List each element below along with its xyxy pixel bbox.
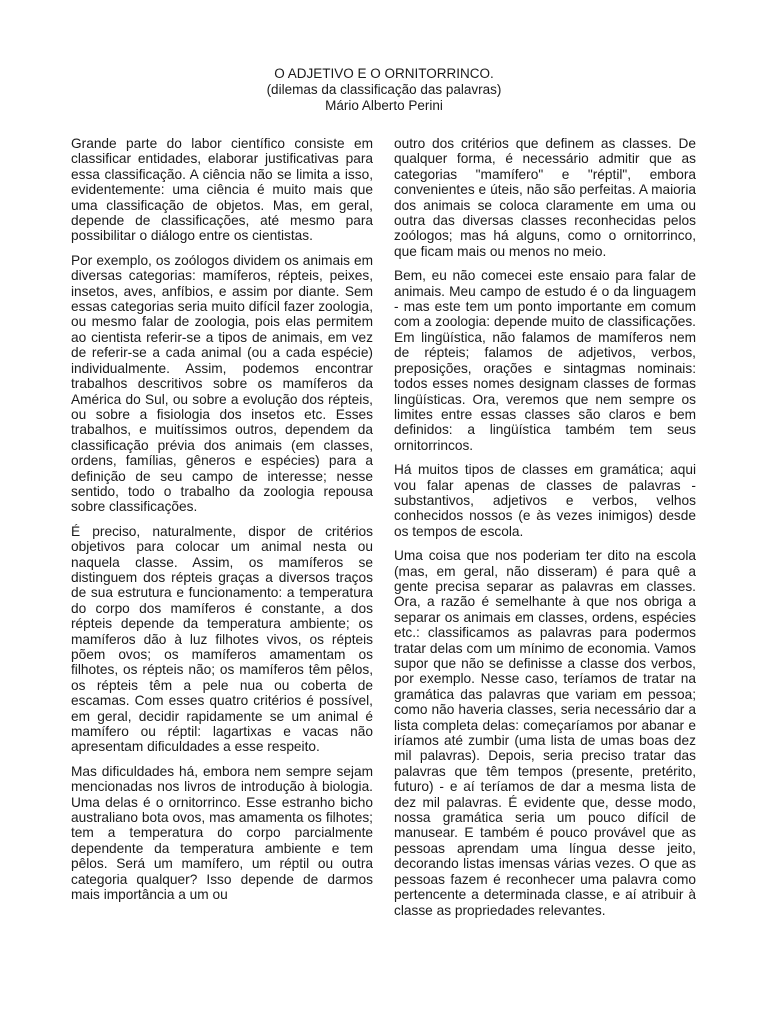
paragraph: Uma coisa que nos poderiam ter dito na escola (mas, em geral, não disseram) é para quê a gente precisa separar as palavras em classes. Ora, a razão é semelhante à que nos obriga a separar os animais em classes, ordens, espécies etc.: classificamos as palavras para podermos tratar delas com um mínimo de economia. Vamos supor que não se definisse a classe dos verbos, por exemplo. Nesse caso, teríamos de tratar na gramática das palavras que variam em pessoa; como não haveria classes, seria necessário dar a lista completa delas: começaríamos por abanar e iríamos até zumbir (uma lista de umas boas dez mil palavras). Depois, seria preciso tratar das palavras que têm tempos (presente, pretérito, futuro) - e aí teríamos de dar a mesma lista de dez mil palavras. É evidente que, desse modo, nossa gramática seria um pouco difícil de manusear. E também é pouco provável que as pessoas aprendam uma língua desse jeito, decorando listas imensas várias vezes. O que as pessoas fazem é reconhecer uma palavra como pertencente a determinada classe, e aí atribuir à classe as propriedades relevantes. — [394, 548, 696, 918]
left-column — [71, 136, 373, 912]
document-header — [0, 66, 768, 114]
paragraph: outro dos critérios que definem as classes. De qualquer forma, é necessário admitir que as categorias "mamífero" e "réptil", embora convenientes e úteis, não são perfeitas. A maioria dos animais se coloca claramente em uma ou outra das diversas classes reconhecidas pelos zoólogos; mas há alguns, como o ornitorrinco, que ficam mais ou menos no meio. — [394, 136, 696, 259]
document-subtitle: (dilemas da classificação das palavras) — [266, 82, 502, 97]
document-author: Mário Alberto Perini — [325, 98, 443, 113]
paragraph: Grande parte do labor científico consiste em classificar entidades, elaborar justificativas para essa classificação. A ciência não se limita a isso, evidentemente: uma ciência é muito mais que uma classificação de objetos. Mas, em geral, depende de classificações, até mesmo para possibilitar o diálogo entre os cientistas. — [71, 136, 373, 244]
paragraph: Mas dificuldades há, embora nem sempre sejam mencionadas nos livros de introdução à biologia. Uma delas é o ornitorrinco. Esse estranho bicho australiano bota ovos, mas amamenta os filhotes; tem a temperatura do corpo parcialmente dependente da temperatura ambiente e tem pêlos. Será um mamífero, um réptil ou outra categoria qualquer? Isso depende de darmos mais importância a um ou — [71, 763, 373, 903]
paragraph: É preciso, naturalmente, dispor de critérios objetivos para colocar um animal nesta ou naquela classe. Assim, os mamíferos se distinguem dos répteis graças a diversos traços de sua estrutura e funcionamento: a temperatura do corpo dos mamíferos é constante, a dos répteis depende da temperatura ambiente; os mamíferos dão à luz filhotes vivos, os répteis põem ovos; os mamíferos amamentam os filhotes, os répteis não; os mamíferos têm pêlos, os répteis têm a pele nua ou coberta de escamas. Com esses quatro critérios é possível, em geral, decidir rapidamente se um animal é mamífero ou réptil: lagartixas e vacas não apresentam dificuldades a esse respeito. — [71, 523, 373, 755]
paragraph: Por exemplo, os zoólogos dividem os animais em diversas categorias: mamíferos, répteis, peixes, insetos, aves, anfíbios, e assim por diante. Sem essas categorias seria muito difícil fazer zoologia, ou mesmo falar de zoologia, pois elas permitem ao cientista referir-se a tipos de animais, em vez de referir-se a cada animal (ou a cada espécie) individualmente. Assim, podemos encontrar trabalhos descritivos sobre os mamíferos da América do Sul, ou sobre a evolução dos répteis, ou sobre a fisiologia dos insetos etc. Esses trabalhos, e muitíssimos outros, dependem da classificação prévia dos animais (em classes, ordens, famílias, gêneros e espécies) para a definição de seu campo de interesse; nesse sentido, todo o trabalho da zoologia repousa sobre classificações. — [71, 252, 373, 515]
document-title: O ADJETIVO E O ORNITORRINCO. — [274, 66, 494, 81]
right-column — [394, 136, 696, 927]
paragraph: Há muitos tipos de classes em gramática; aqui vou falar apenas de classes de palavras - substantivos, adjetivos e verbos, velhos conhecidos nossos (e às vezes inimigos) desde os tempos de escola. — [394, 462, 696, 539]
paragraph: Bem, eu não comecei este ensaio para falar de animais. Meu campo de estudo é o da linguagem - mas este tem um ponto importante em comum com a zoologia: depende muito de classificações. Em lingüística, não falamos de mamíferos nem de répteis; falamos de adjetivos, verbos, preposições, orações e sintagmas nominais: todos esses nomes designam classes de formas lingüísticas. Ora, veremos que nem sempre os limites entre essas classes são claros e bem definidos: a lingüística também tem seus ornitorrincos. — [394, 268, 696, 453]
